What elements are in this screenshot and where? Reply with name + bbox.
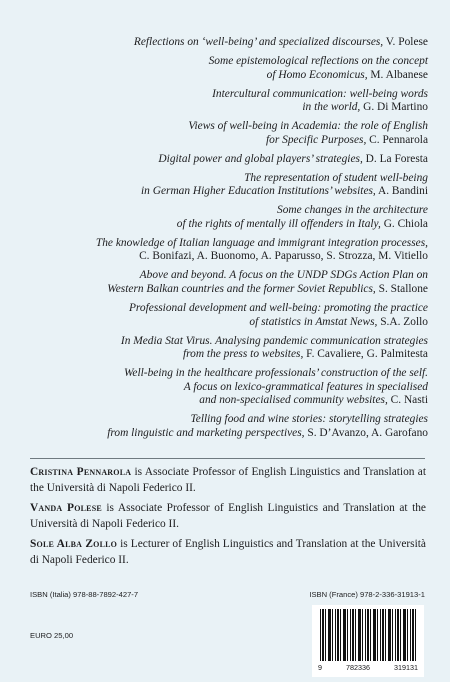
toc-line [36, 269, 428, 283]
toc-line [36, 120, 428, 134]
toc-line [36, 250, 428, 264]
toc-title: Professional development and well-being: promoting the practice [128, 302, 428, 315]
toc-title: Digital power and global players’ strategies, [158, 152, 363, 165]
toc-line [36, 134, 428, 148]
toc-title: The representation of student well-being [244, 171, 428, 184]
isbn-france: ISBN (France) 978-2-336-31913-1 [309, 590, 425, 599]
toc-author: S. D’Avanzo, A. Garofano [304, 426, 428, 439]
bio-paragraph [30, 464, 426, 496]
toc-line [36, 394, 428, 408]
toc-title: Western Balkan countries and the former Soviet Republics, [107, 283, 376, 296]
toc-title: Views of well-being in Academia: the role of English [188, 120, 428, 133]
toc-line [36, 185, 428, 199]
toc-author: S. Stallone [375, 283, 428, 296]
toc-title: Well-being in the healthcare professionals’ construction of the self. [123, 367, 428, 380]
divider-rule [30, 458, 425, 459]
toc-line [36, 302, 428, 316]
bio-paragraph [30, 500, 426, 532]
toc-line [36, 101, 428, 115]
barcode-lead-digit: 9 [318, 663, 322, 672]
bio-text: is Associate Professor of English Linguistics and Translation at the Università di Napoli Federico II. [30, 502, 426, 530]
toc-title: from linguistic and marketing perspectives, [107, 426, 305, 439]
toc-author: G. Di Martino [360, 101, 428, 114]
toc-title: The knowledge of Italian language and immigrant integration processes, [95, 236, 428, 249]
isbn-italia: ISBN (Italia) 978-88-7892-427-7 [30, 590, 139, 599]
toc-title: Intercultural communication: well-being words [212, 87, 428, 100]
toc-line [36, 172, 428, 186]
toc-title: from the press to websites, [182, 348, 304, 361]
barcode-digits [314, 663, 422, 672]
toc-line [36, 335, 428, 349]
toc-title: Some epistemological reflections on the concept [208, 54, 428, 67]
bio-name: Sole Alba Zollo [30, 538, 118, 550]
toc-title: Telling food and wine stories: storytelling strategies [190, 413, 428, 426]
price-label: EURO 25,00 [30, 631, 74, 640]
toc-line [36, 204, 428, 218]
toc-line [36, 316, 428, 330]
toc-line [36, 36, 428, 50]
barcode-left-digits: 782336 [346, 663, 370, 672]
editor-bios [30, 464, 426, 572]
toc-line [36, 283, 428, 297]
bio-name: Cristina Pennarola [30, 466, 132, 478]
toc-title: of the rights of mentally ill offenders in Italy, [176, 217, 381, 230]
toc-title: Above and beyond. A focus on the UNDP SDGs Action Plan on [139, 269, 428, 282]
toc-author: M. Albanese [367, 68, 428, 81]
toc-line [36, 427, 428, 441]
barcode-right-digits: 319131 [394, 663, 418, 672]
toc-title: of statistics in Amstat News, [249, 315, 378, 328]
barcode-bars [320, 609, 418, 661]
table-of-contents [36, 36, 428, 446]
toc-line [36, 237, 428, 251]
toc-line [36, 413, 428, 427]
bio-text: is Lecturer of English Linguistics and Translation at the Università di Napoli Federico II. [30, 538, 426, 566]
toc-line [36, 381, 428, 395]
toc-title: In Media Stat Virus. Analysing pandemic communication strategies [120, 334, 428, 347]
toc-line [36, 69, 428, 83]
barcode [312, 605, 424, 677]
toc-line [36, 348, 428, 362]
toc-title: Some changes in the architecture [277, 204, 428, 217]
bio-paragraph [30, 536, 426, 568]
toc-author: C. Nasti [387, 394, 428, 407]
toc-title: in German Higher Education Institutions’ websites, [141, 185, 376, 198]
toc-title: Reflections on ‘well-being’ and specialized discourses, [133, 36, 384, 48]
bio-text: is Associate Professor of English Linguistics and Translation at the Università di Napoli Federico II. [30, 466, 427, 494]
toc-title: for Specific Purposes, [266, 133, 367, 146]
toc-title: A focus on lexico-grammatical features in specialised [183, 380, 428, 393]
toc-author: C. Pennarola [366, 133, 428, 146]
toc-line [36, 367, 428, 381]
toc-author: D. La Foresta [362, 152, 428, 165]
toc-author: S.A. Zollo [377, 315, 428, 328]
bio-name: Vanda Polese [30, 502, 102, 514]
toc-line [36, 55, 428, 69]
toc-title: in the world, [302, 101, 361, 114]
toc-author: C. Bonifazi, A. Buonomo, A. Paparusso, S. Strozza, M. Vitiello [139, 250, 428, 263]
toc-title: of Homo Economicus, [266, 68, 368, 81]
toc-author: G. Chiola [380, 217, 428, 230]
toc-title: and non-specialised community websites, [199, 394, 388, 407]
toc-line [36, 218, 428, 232]
toc-line [36, 88, 428, 102]
toc-author: V. Polese [383, 36, 428, 48]
toc-author: F. Cavaliere, G. Palmitesta [303, 348, 428, 361]
toc-author: A. Bandini [375, 185, 428, 198]
toc-line [36, 153, 428, 167]
